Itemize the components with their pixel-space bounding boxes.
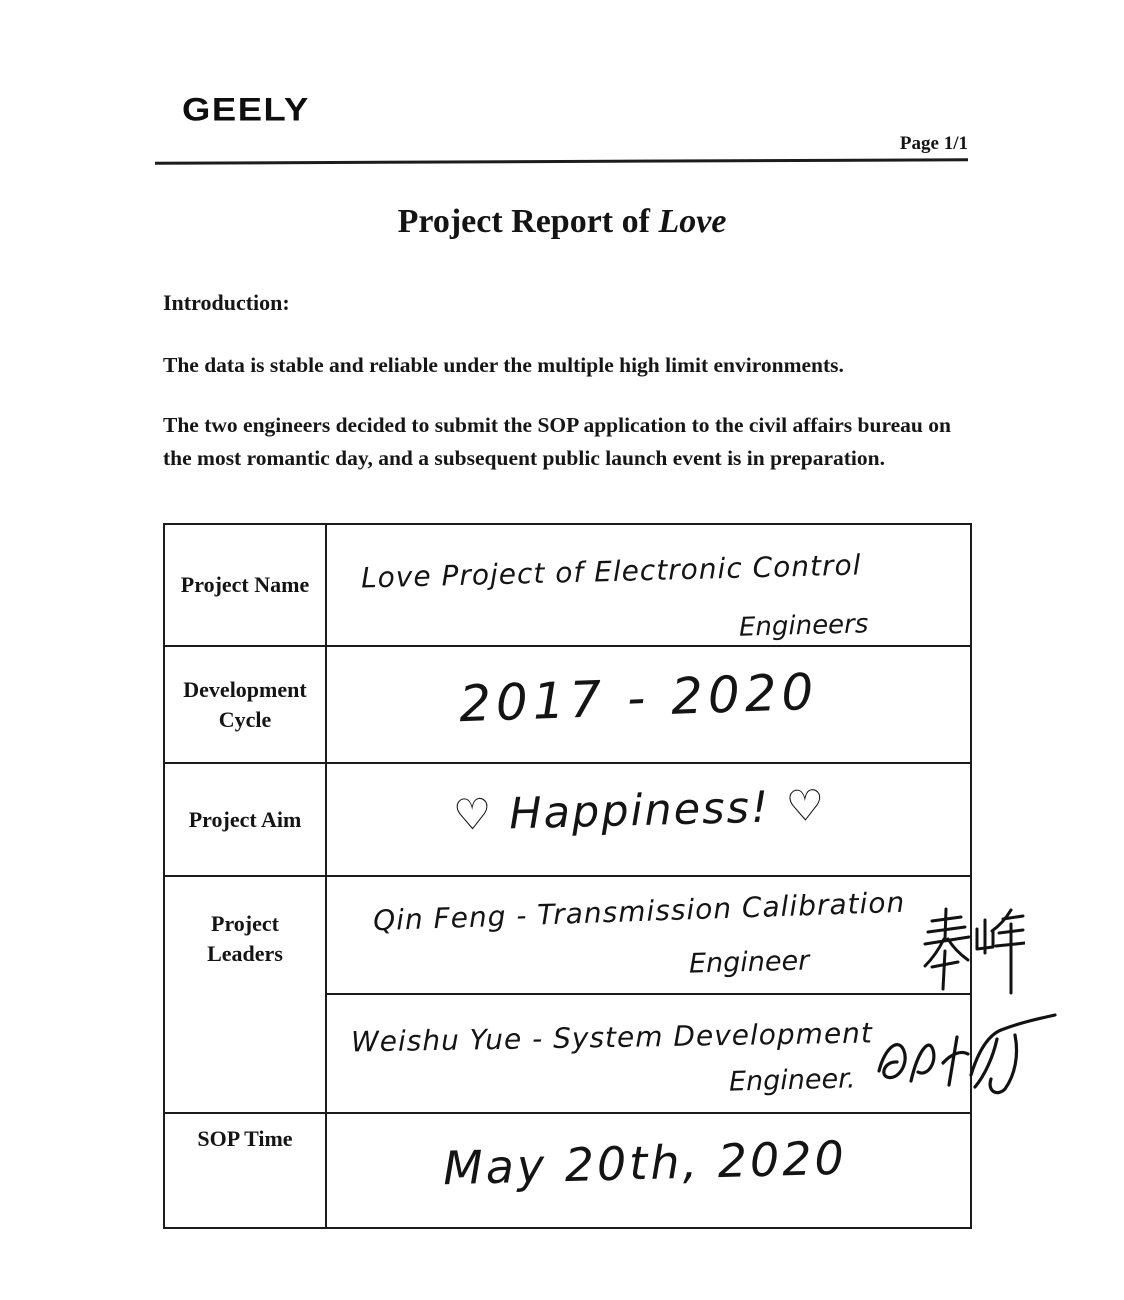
project-report-table	[163, 523, 972, 1229]
header-divider	[155, 158, 968, 165]
handwriting-sop-time: May 20th, 2020	[442, 1130, 848, 1196]
cell-leader-1	[325, 875, 970, 993]
intro-paragraph-1: The data is stable and reliable under the multiple high limit environments.	[163, 353, 844, 377]
handwriting-development-cycle: 2017 - 2020	[458, 662, 820, 734]
row-label-development-cycle: Development Cycle	[165, 645, 325, 762]
row-label-project-name: Project Name	[180, 572, 310, 598]
handwriting-leader1-name: Qin Feng - Transmission Calibration	[372, 885, 906, 938]
cell-sop-time	[325, 1112, 970, 1227]
row-label-sop-time: SOP Time	[165, 1112, 325, 1227]
handwriting-leader2-name: Weishu Yue - System Development	[350, 1016, 874, 1059]
title-prefix: Project Report of	[397, 203, 659, 240]
signature-qin-feng-icon	[923, 899, 1025, 999]
cell-development-cycle	[325, 645, 970, 762]
cell-leader-2	[325, 993, 970, 1112]
handwriting-leader2-title: Engineer.	[728, 1063, 856, 1098]
page-number: Page 1/1	[899, 133, 968, 154]
page-title	[0, 203, 1124, 241]
row-label-project-leaders: Project Leaders	[165, 875, 325, 1112]
handwriting-leader1-title: Engineer	[688, 945, 810, 980]
title-emphasis: Love	[658, 203, 727, 240]
intro-heading: Introduction:	[163, 290, 290, 315]
geely-logo: GEELY	[182, 92, 310, 128]
signature-weishu-yue-icon	[873, 1009, 1065, 1104]
handwriting-project-aim: ♡ Happiness! ♡	[452, 781, 828, 841]
handwriting-project-name-line1: Love Project of Electronic Control	[360, 548, 862, 595]
cell-project-name	[325, 525, 970, 645]
cell-project-aim	[325, 762, 970, 875]
intro-paragraph-2: The two engineers decided to submit the SOP application to the civil affairs bureau on the most romantic day, and a subsequent public launch event is in preparation.	[163, 413, 951, 470]
handwriting-project-name-line2: Engineers	[738, 609, 869, 643]
row-label-project-aim: Project Aim	[165, 762, 325, 875]
